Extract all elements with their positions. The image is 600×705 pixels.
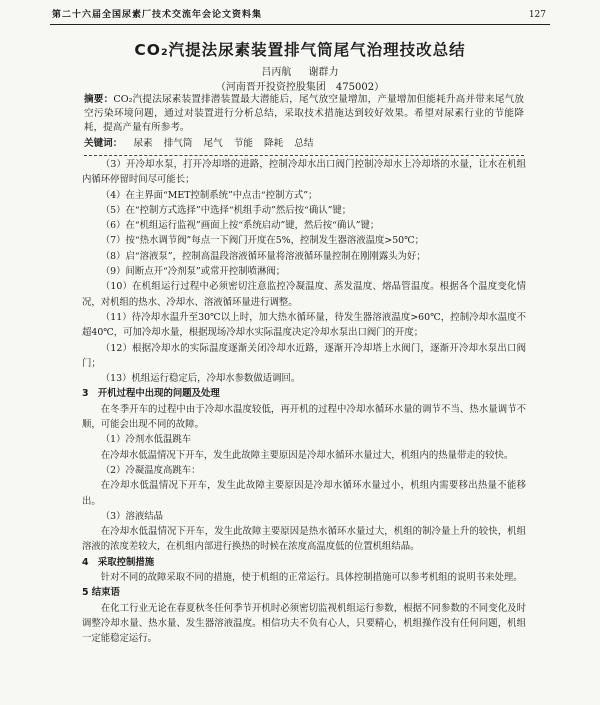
body-paragraph: （1）冷剂水低温跳车: [100, 434, 192, 446]
body-paragraph: （8）启“溶液泵”，控制高温段溶液循环量将溶液循环量控制在刚刚露头为好；: [100, 250, 426, 262]
author-name: 谢群力: [308, 67, 339, 78]
body-paragraph: （11）待冷却水温升至30℃以上时，加大热水循环量，待发生器溶液温度>60℃，控制冷却水温度不超40℃，可加冷却水量，根据现场冷却水实际温度决定冷却水泵出口阀门的开度；: [82, 311, 526, 339]
section-heading: 3 开机过程中出现的问题及处理: [82, 388, 220, 400]
body-paragraph: （7）按“热水调节阀”每点一下阀门开度在5%，控制发生器溶液温度>50℃；: [100, 235, 424, 247]
abstract: [84, 93, 524, 135]
body-paragraph: 在冷却水低温情况下开车，发生此故障主要原因是冷却水循环水量过小，机组内需要移出热量不能移出。: [82, 480, 526, 507]
body-paragraph: （3）溶液结晶: [100, 510, 164, 522]
keyword: 尾气: [203, 138, 223, 149]
body-paragraph: （9）间断点开“冷剂泵”或常开控制喷淋阀；: [100, 266, 286, 278]
journal-title: 第二十六届全国尿素厂技术交流年会论文资料集: [52, 10, 263, 20]
abstract-label: 摘要：: [84, 94, 114, 105]
body-paragraph: 在冷却水低温情况下开车，发生此故障主要原因是冷却水循环水量过大，机组内的热量带走的较快。: [100, 449, 514, 461]
body-paragraph: （2）冷凝温度高跳车：: [100, 464, 201, 476]
article-title: CO₂汽提法尿素装置排气筒尾气治理技改总结: [134, 41, 466, 59]
body-paragraph: （10）在机组运行过程中必须密切注意监控冷凝温度、蒸发温度、熔晶管温度。根据各个温度变化情况，对机组的热水、冷却水、溶液循环量进行调整。: [82, 281, 526, 308]
keywords: [84, 137, 524, 151]
author-name: 吕丙航: [261, 67, 292, 78]
page-number: 127: [528, 10, 546, 20]
body-paragraph: （6）在“机组运行监视”画面上按“系统启动”键，然后按“确认”键；: [100, 220, 380, 232]
keywords-label: 关键词：: [84, 138, 123, 149]
keyword: 节能: [233, 138, 253, 149]
body-paragraph: 针对不同的故障采取不同的措施，使于机组的正常运行。具体控制措施可以参考机组的说明书来处理。: [100, 572, 523, 584]
body-paragraph: 在冷却水低温情况下开车，发生此故障主要原因是热水循环水量过大，机组的制冷量上升的较快，机组溶液的浓度差较大，在机组内部进行换热的时候在浓度高温度低的位置机组结晶。: [82, 526, 526, 553]
keyword: 降耗: [264, 138, 284, 149]
body-paragraph: （4）在主界面“MET控制系统”中点击“控制方式”；: [100, 189, 318, 201]
running-head: [50, 8, 550, 25]
body-paragraph: 在冬季开车的过程中由于冷却水温度较低，再开机的过程中冷却水循环水量的调节不当、热水量调节不顺，可能会出现不同的故障。: [82, 403, 526, 431]
keyword: 排气筒: [163, 138, 193, 149]
abstract-text: CO₂汽提法尿素装置排潜装置最大潜能后，尾气放空量增加，产量增加但能耗升高并带来尾气放空污染环境问题，通过对装置进行分析总结，采取技术措施达到较好效果。希望对尿素行业的节能降耗，提高产量有所参考。: [84, 94, 524, 133]
section-heading: 4 采取控制措施: [82, 556, 155, 568]
section-divider: [84, 151, 524, 156]
section-heading: 5 结束语: [82, 587, 120, 599]
body-paragraph: （13）机组运行稳定后，冷却水参数做适调回。: [100, 373, 301, 385]
author-list: [50, 63, 550, 78]
keyword: 总结: [294, 138, 314, 149]
body-paragraph: （5）在“控制方式选择”中选择“机组手动”然后按“确认”键；: [100, 204, 352, 216]
body-paragraph: （3）开冷却水泵，打开冷却塔的进路，控制冷却水出口阀门控制冷却水上冷却塔的水量，让水在机组内循环停留时间尽可能长；: [82, 159, 526, 186]
affiliation: （河南晋开投资控股集团 475002）: [215, 82, 385, 93]
keyword: 尿素: [133, 138, 153, 149]
body-paragraph: （12）根据冷却水的实际温度逐渐关闭冷却水近路，逐渐开冷却塔上水阀门，逐渐开冷却水泵出口阀门；: [82, 342, 526, 369]
body-paragraph: 在化工行业无论在春夏秋冬任何季节开机时必须密切监视机组运行参数，根据不同参数的不同变化及时调整冷却水量、热水量、发生器溶液温度。相信功夫不负有心人，只要精心，机组操作没有任何问题，机组一定能稳定运行。: [82, 602, 526, 645]
body-text: [82, 157, 526, 647]
